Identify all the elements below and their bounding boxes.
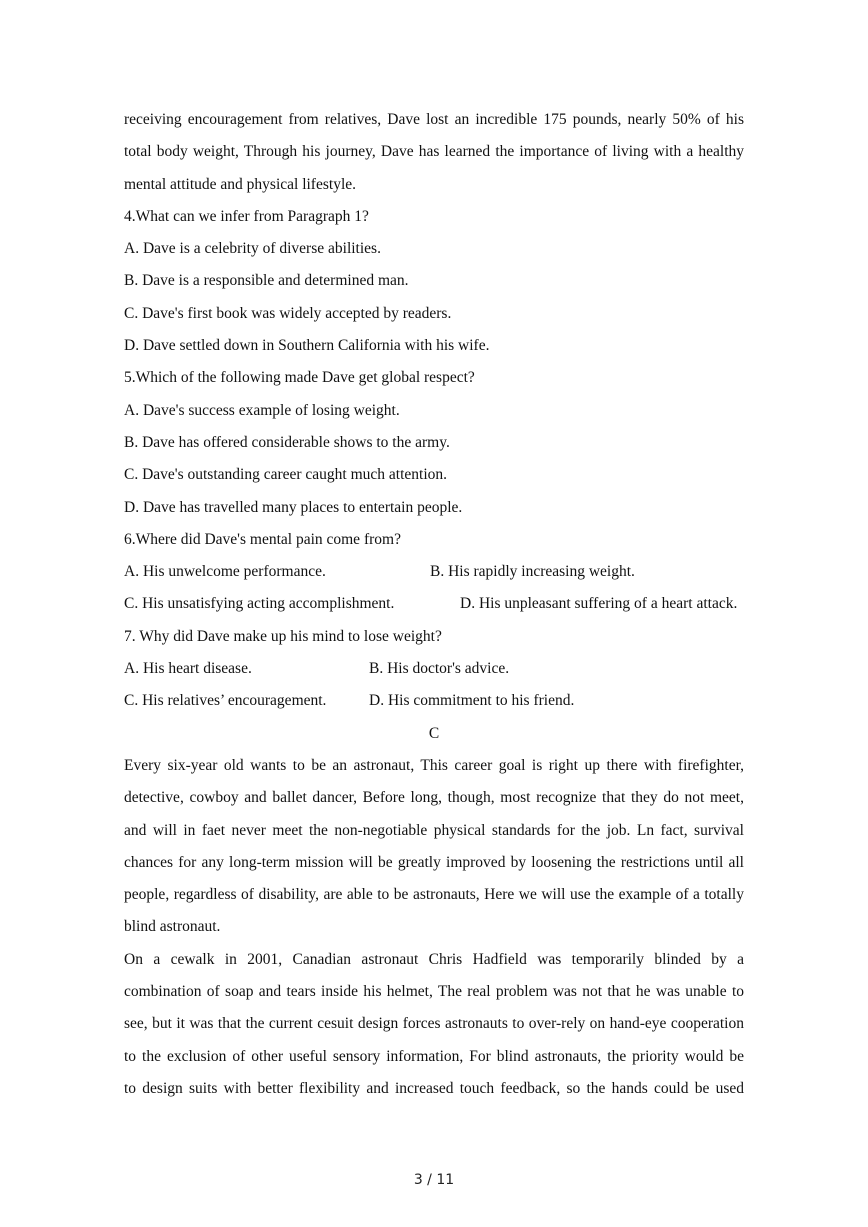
options-row	[124, 588, 744, 620]
text-line: total body weight, Through his journey, Dave has learned the importance of living with a healthy	[124, 143, 744, 161]
option-b: B. Dave has offered considerable shows to the army.	[124, 433, 450, 451]
passage-b-ending	[124, 104, 744, 201]
question-5	[124, 362, 744, 523]
passage-c-paragraph-2	[124, 944, 744, 1105]
text-line: and will in faet never meet the non-negotiable physical standards for the job. Ln fact, survival	[124, 821, 744, 839]
option-c: C. Dave's first book was widely accepted by readers.	[124, 304, 452, 322]
text-line: receiving encouragement from relatives, Dave lost an incredible 175 pounds, nearly 50% of his	[124, 111, 744, 128]
text-line: people, regardless of disability, are able to be astronauts, Here we will use the example of a totally	[124, 886, 744, 904]
question-stem: 5.Which of the following made Dave get global respect?	[124, 369, 475, 387]
option-a: A. Dave's success example of losing weight.	[124, 401, 400, 419]
text-line: Every six-year old wants to be an astronaut, This career goal is right up there with firefighter,	[124, 756, 744, 774]
text-line: On a cewalk in 2001, Canadian astronaut Chris Hadfield was temporarily blinded by a	[124, 950, 744, 968]
text-line: see, but it was that the current cesuit design forces astronauts to over-rely on hand-eye cooperation	[124, 1015, 744, 1033]
question-4	[124, 201, 744, 362]
option-c: C. Dave's outstanding career caught much attention.	[124, 466, 448, 484]
text-line: mental attitude and physical lifestyle.	[124, 175, 357, 193]
text-line: combination of soap and tears inside his helmet, The real problem was not that he was unable to	[124, 983, 744, 1001]
option-a: A. His unwelcome performance.	[124, 563, 326, 581]
text-line: detective, cowboy and ballet dancer, Before long, though, most recognize that they do not meet,	[124, 789, 744, 807]
passage-c-paragraph-1	[124, 750, 744, 944]
option-c: C. His unsatisfying acting accomplishment.	[124, 595, 395, 613]
option-b: B. His doctor's advice.	[369, 660, 510, 678]
text-line: to design suits with better flexibility and increased touch feedback, so the hands could be used	[124, 1079, 744, 1097]
options-row	[124, 685, 744, 717]
question-6	[124, 524, 744, 621]
option-c: C. His relatives’ encouragement.	[124, 692, 327, 710]
text-line: chances for any long-term mission will be greatly improved by loosening the restrictions until all	[124, 853, 744, 871]
options-row	[124, 653, 744, 685]
option-d: D. Dave settled down in Southern California with his wife.	[124, 337, 490, 355]
option-d: D. His commitment to his friend.	[369, 692, 575, 710]
options-row	[124, 556, 744, 588]
question-stem: 4.What can we infer from Paragraph 1?	[124, 207, 369, 225]
option-a: A. Dave is a celebrity of diverse abilities.	[124, 240, 381, 258]
option-d: D. Dave has travelled many places to entertain people.	[124, 498, 463, 516]
question-stem: 6.Where did Dave's mental pain come from?	[124, 530, 401, 548]
section-heading: C	[428, 724, 440, 742]
option-b: B. His rapidly increasing weight.	[430, 563, 635, 581]
page-number: 3 / 11	[413, 1172, 455, 1188]
text-line: to the exclusion of other useful sensory information, For blind astronauts, the priority would be	[124, 1047, 744, 1065]
question-7	[124, 621, 744, 718]
option-b: B. Dave is a responsible and determined man.	[124, 272, 409, 290]
option-d: D. His unpleasant suffering of a heart attack.	[460, 595, 738, 613]
option-a: A. His heart disease.	[124, 660, 252, 678]
text-line: blind astronaut.	[124, 918, 221, 936]
page-content	[124, 104, 744, 1105]
question-stem: 7. Why did Dave make up his mind to lose weight?	[124, 627, 442, 645]
